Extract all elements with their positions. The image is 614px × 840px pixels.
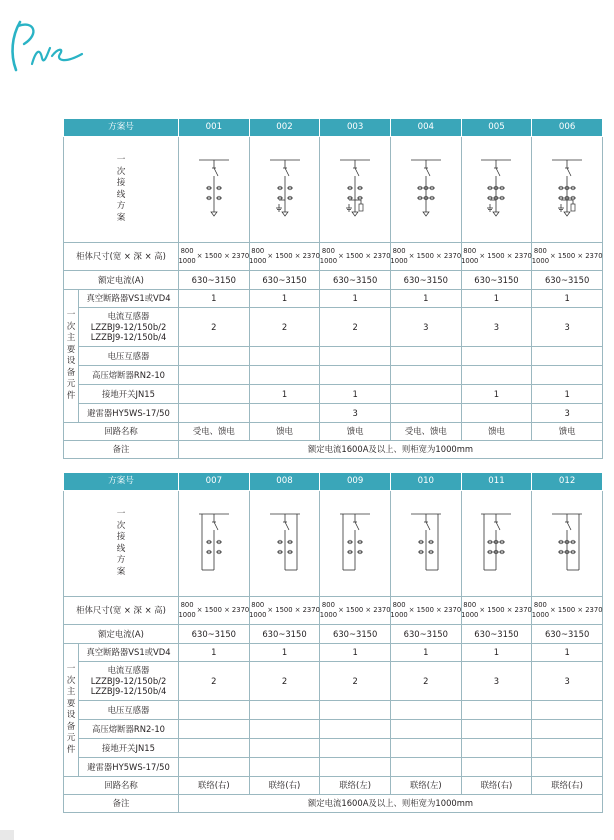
equipment-qty: 1 bbox=[320, 644, 391, 662]
equipment-qty bbox=[179, 720, 250, 739]
equipment-name: 接地开关JN15 bbox=[79, 739, 179, 758]
equipment-qty: 1 bbox=[461, 385, 532, 404]
scheme-no: 011 bbox=[461, 473, 532, 491]
cabinet-size: 800 1000 × 1500 × 2370 bbox=[390, 243, 461, 271]
scheme-no: 007 bbox=[179, 473, 250, 491]
note-row bbox=[64, 441, 603, 459]
wiring-diagram bbox=[461, 137, 532, 243]
equipment-qty bbox=[461, 739, 532, 758]
equipment-qty bbox=[249, 347, 320, 366]
scheme-no: 006 bbox=[532, 119, 603, 137]
cabinet-size: 800 1000 × 1500 × 2370 bbox=[532, 243, 603, 271]
equipment-qty bbox=[249, 404, 320, 423]
equipment-qty: 2 bbox=[320, 308, 391, 347]
equipment-name: 接地开关JN15 bbox=[79, 385, 179, 404]
equipment-qty bbox=[249, 758, 320, 777]
size-row bbox=[64, 597, 603, 625]
equipment-qty: 3 bbox=[532, 404, 603, 423]
equipment-qty: 1 bbox=[320, 385, 391, 404]
equipment-name: 真空断路器VS1或VD4 bbox=[79, 644, 179, 662]
page-corner-mark bbox=[0, 830, 14, 840]
equipment-qty: 2 bbox=[390, 662, 461, 701]
rated-current: 630~3150 bbox=[249, 625, 320, 644]
scheme-no: 008 bbox=[249, 473, 320, 491]
scheme-no: 010 bbox=[390, 473, 461, 491]
equipment-name: 避雷器HY5WS-17/50 bbox=[79, 404, 179, 423]
cabinet-size: 800 1000 × 1500 × 2370 bbox=[179, 597, 250, 625]
loop-name: 联络(右) bbox=[461, 777, 532, 795]
equipment-row bbox=[64, 347, 603, 366]
rated-current-row bbox=[64, 271, 603, 290]
equipment-group-label: 一次主要设备元件 bbox=[64, 290, 79, 423]
wiring-diagram bbox=[320, 137, 391, 243]
scheme-no: 005 bbox=[461, 119, 532, 137]
cabinet-size: 800 1000 × 1500 × 2370 bbox=[320, 243, 391, 271]
loop-name-label: 回路名称 bbox=[64, 423, 179, 441]
equipment-qty bbox=[390, 701, 461, 720]
size-label: 柜体尺寸(宽 × 深 × 高) bbox=[64, 597, 179, 625]
equipment-name: 电流互感器 LZZBJ9-12/150b/2 LZZBJ9-12/150b/4 bbox=[79, 308, 179, 347]
rated-current-row bbox=[64, 625, 603, 644]
equipment-qty bbox=[461, 758, 532, 777]
loop-name: 馈电 bbox=[461, 423, 532, 441]
equipment-qty bbox=[179, 758, 250, 777]
equipment-qty: 1 bbox=[461, 290, 532, 308]
equipment-qty: 1 bbox=[532, 644, 603, 662]
equipment-qty: 1 bbox=[320, 290, 391, 308]
note-row bbox=[64, 795, 603, 813]
loop-name: 联络(右) bbox=[532, 777, 603, 795]
scheme-no: 001 bbox=[179, 119, 250, 137]
diagram-label: 一次接线方案 bbox=[64, 137, 179, 243]
equipment-qty: 3 bbox=[461, 662, 532, 701]
loop-name-row bbox=[64, 777, 603, 795]
loop-name-label: 回路名称 bbox=[64, 777, 179, 795]
equipment-qty: 3 bbox=[461, 308, 532, 347]
equipment-qty: 1 bbox=[179, 290, 250, 308]
rated-current: 630~3150 bbox=[179, 271, 250, 290]
size-label: 柜体尺寸(宽 × 深 × 高) bbox=[64, 243, 179, 271]
note-text: 额定电流1600A及以上、则柜宽为1000mm bbox=[179, 795, 603, 813]
equipment-qty bbox=[461, 720, 532, 739]
equipment-qty bbox=[532, 701, 603, 720]
rated-current: 630~3150 bbox=[390, 625, 461, 644]
rated-current: 630~3150 bbox=[532, 271, 603, 290]
rated-current: 630~3150 bbox=[532, 625, 603, 644]
rated-current: 630~3150 bbox=[461, 625, 532, 644]
loop-name: 联络(左) bbox=[320, 777, 391, 795]
diagram-row bbox=[64, 491, 603, 597]
equipment-name: 电压互感器 bbox=[79, 347, 179, 366]
equipment-qty: 1 bbox=[532, 290, 603, 308]
loop-name: 馈电 bbox=[320, 423, 391, 441]
size-row bbox=[64, 243, 603, 271]
equipment-qty bbox=[390, 366, 461, 385]
equipment-name: 高压熔断器RN2-10 bbox=[79, 720, 179, 739]
equipment-qty bbox=[461, 347, 532, 366]
equipment-qty: 2 bbox=[320, 662, 391, 701]
equipment-qty bbox=[390, 758, 461, 777]
equipment-qty bbox=[179, 347, 250, 366]
equipment-qty bbox=[249, 366, 320, 385]
equipment-qty bbox=[390, 404, 461, 423]
note-label: 备注 bbox=[64, 441, 179, 459]
diagram-row bbox=[64, 137, 603, 243]
equipment-row bbox=[64, 662, 603, 701]
equipment-qty bbox=[249, 701, 320, 720]
equipment-row bbox=[64, 308, 603, 347]
equipment-row bbox=[64, 758, 603, 777]
equipment-row bbox=[64, 644, 603, 662]
equipment-qty: 1 bbox=[532, 385, 603, 404]
equipment-qty: 3 bbox=[390, 308, 461, 347]
wiring-diagram bbox=[390, 491, 461, 597]
wiring-diagram bbox=[532, 491, 603, 597]
equipment-qty: 1 bbox=[249, 290, 320, 308]
rated-current-label: 额定电流(A) bbox=[64, 271, 179, 290]
equipment-row bbox=[64, 720, 603, 739]
equipment-qty bbox=[320, 366, 391, 385]
equipment-qty bbox=[320, 758, 391, 777]
equipment-qty bbox=[179, 385, 250, 404]
wiring-diagram bbox=[390, 137, 461, 243]
equipment-qty bbox=[390, 347, 461, 366]
equipment-qty: 2 bbox=[249, 308, 320, 347]
equipment-qty: 1 bbox=[249, 644, 320, 662]
equipment-qty bbox=[461, 404, 532, 423]
equipment-qty bbox=[461, 701, 532, 720]
equipment-row bbox=[64, 701, 603, 720]
equipment-qty bbox=[320, 720, 391, 739]
loop-name: 馈电 bbox=[249, 423, 320, 441]
table-header-row bbox=[64, 473, 603, 491]
wiring-diagram bbox=[179, 137, 250, 243]
rated-current-label: 额定电流(A) bbox=[64, 625, 179, 644]
cabinet-size: 800 1000 × 1500 × 2370 bbox=[532, 597, 603, 625]
loop-name: 受电、馈电 bbox=[390, 423, 461, 441]
equipment-row bbox=[64, 385, 603, 404]
scheme-no: 012 bbox=[532, 473, 603, 491]
cabinet-size: 800 1000 × 1500 × 2370 bbox=[320, 597, 391, 625]
equipment-qty bbox=[179, 739, 250, 758]
equipment-qty bbox=[532, 739, 603, 758]
equipment-row bbox=[64, 366, 603, 385]
loop-name: 联络(左) bbox=[390, 777, 461, 795]
equipment-qty bbox=[320, 739, 391, 758]
equipment-row bbox=[64, 404, 603, 423]
equipment-qty bbox=[532, 347, 603, 366]
scheme-table-2 bbox=[63, 472, 603, 813]
equipment-qty: 3 bbox=[532, 308, 603, 347]
cabinet-size: 800 1000 × 1500 × 2370 bbox=[249, 597, 320, 625]
diagram-label: 一次接线方案 bbox=[64, 491, 179, 597]
scheme-no: 004 bbox=[390, 119, 461, 137]
equipment-name: 避雷器HY5WS-17/50 bbox=[79, 758, 179, 777]
rated-current: 630~3150 bbox=[390, 271, 461, 290]
wiring-diagram bbox=[320, 491, 391, 597]
cabinet-size: 800 1000 × 1500 × 2370 bbox=[179, 243, 250, 271]
equipment-row bbox=[64, 290, 603, 308]
scheme-no: 002 bbox=[249, 119, 320, 137]
rated-current: 630~3150 bbox=[179, 625, 250, 644]
cabinet-size: 800 1000 × 1500 × 2370 bbox=[249, 243, 320, 271]
equipment-qty bbox=[390, 385, 461, 404]
cabinet-size: 800 1000 × 1500 × 2370 bbox=[461, 243, 532, 271]
equipment-qty bbox=[532, 720, 603, 739]
equipment-qty bbox=[179, 366, 250, 385]
equipment-qty bbox=[532, 758, 603, 777]
rated-current: 630~3150 bbox=[249, 271, 320, 290]
equipment-name: 高压熔断器RN2-10 bbox=[79, 366, 179, 385]
equipment-name: 电流互感器 LZZBJ9-12/150b/2 LZZBJ9-12/150b/4 bbox=[79, 662, 179, 701]
equipment-qty bbox=[532, 366, 603, 385]
equipment-qty: 1 bbox=[390, 644, 461, 662]
rated-current: 630~3150 bbox=[461, 271, 532, 290]
loop-name: 受电、馈电 bbox=[179, 423, 250, 441]
equipment-qty: 2 bbox=[249, 662, 320, 701]
wiring-diagram bbox=[249, 137, 320, 243]
equipment-qty bbox=[179, 701, 250, 720]
loop-name: 馈电 bbox=[532, 423, 603, 441]
scheme-table-1 bbox=[63, 118, 603, 459]
scheme-no-label: 方案号 bbox=[64, 473, 179, 491]
rated-current: 630~3150 bbox=[320, 271, 391, 290]
equipment-qty: 2 bbox=[179, 308, 250, 347]
equipment-qty bbox=[320, 347, 391, 366]
note-text: 额定电流1600A及以上、则柜宽为1000mm bbox=[179, 441, 603, 459]
equipment-qty: 1 bbox=[461, 644, 532, 662]
company-logo bbox=[6, 18, 86, 74]
wiring-diagram bbox=[249, 491, 320, 597]
wiring-diagram bbox=[532, 137, 603, 243]
equipment-qty bbox=[390, 720, 461, 739]
equipment-qty: 1 bbox=[179, 644, 250, 662]
scheme-no-label: 方案号 bbox=[64, 119, 179, 137]
wiring-diagram bbox=[179, 491, 250, 597]
cabinet-size: 800 1000 × 1500 × 2370 bbox=[390, 597, 461, 625]
scheme-no: 009 bbox=[320, 473, 391, 491]
equipment-qty: 3 bbox=[320, 404, 391, 423]
equipment-qty bbox=[320, 701, 391, 720]
scheme-no: 003 bbox=[320, 119, 391, 137]
note-label: 备注 bbox=[64, 795, 179, 813]
equipment-group-label: 一次主要设备元件 bbox=[64, 644, 79, 777]
loop-name-row bbox=[64, 423, 603, 441]
loop-name: 联络(右) bbox=[179, 777, 250, 795]
loop-name: 联络(右) bbox=[249, 777, 320, 795]
equipment-row bbox=[64, 739, 603, 758]
equipment-qty bbox=[249, 739, 320, 758]
wiring-diagram bbox=[461, 491, 532, 597]
equipment-qty: 1 bbox=[249, 385, 320, 404]
equipment-qty: 3 bbox=[532, 662, 603, 701]
equipment-qty: 1 bbox=[390, 290, 461, 308]
equipment-qty bbox=[461, 366, 532, 385]
equipment-qty bbox=[390, 739, 461, 758]
equipment-qty: 2 bbox=[179, 662, 250, 701]
cabinet-size: 800 1000 × 1500 × 2370 bbox=[461, 597, 532, 625]
equipment-name: 真空断路器VS1或VD4 bbox=[79, 290, 179, 308]
equipment-qty bbox=[179, 404, 250, 423]
rated-current: 630~3150 bbox=[320, 625, 391, 644]
equipment-qty bbox=[249, 720, 320, 739]
equipment-name: 电压互感器 bbox=[79, 701, 179, 720]
table-header-row bbox=[64, 119, 603, 137]
